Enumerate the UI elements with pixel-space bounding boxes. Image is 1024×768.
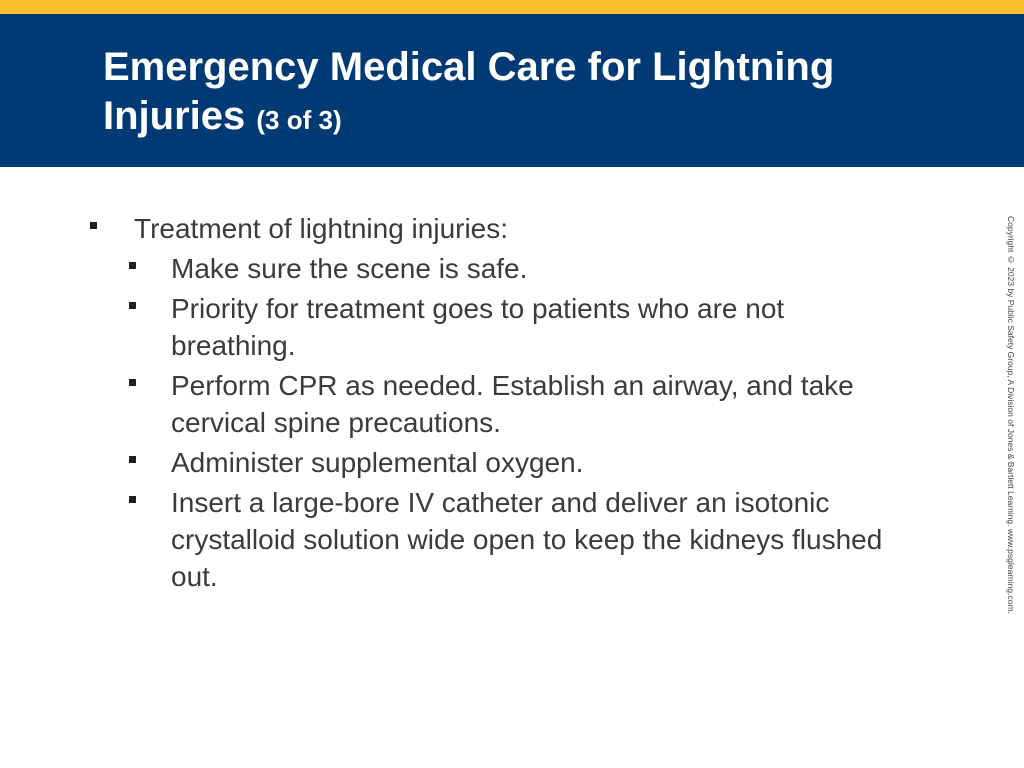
square-bullet-icon bbox=[129, 262, 136, 269]
accent-bar bbox=[0, 0, 1024, 14]
bullet-text: Treatment of lightning injuries: bbox=[134, 213, 509, 244]
bullet-level1 bbox=[134, 210, 1000, 248]
sub-bullet bbox=[171, 444, 911, 481]
sub-bullet-text: Perform CPR as needed. Establish an airway, and take cervical spine precautions. bbox=[171, 370, 854, 438]
sub-bullet-text: Priority for treatment goes to patients who are not breathing. bbox=[171, 293, 785, 361]
sub-bullet-text: Administer supplemental oxygen. bbox=[171, 447, 584, 478]
square-bullet-icon bbox=[129, 379, 136, 386]
slide-title-main: Emergency Medical Care for Lightning Injuries bbox=[103, 45, 835, 138]
sub-bullet bbox=[171, 290, 911, 364]
sub-bullet bbox=[171, 484, 911, 595]
slide-content bbox=[0, 210, 1000, 598]
slide-title bbox=[103, 43, 963, 145]
square-bullet-icon bbox=[90, 222, 97, 229]
slide-title-sub: (3 of 3) bbox=[256, 105, 342, 135]
sub-bullet-list bbox=[0, 250, 1000, 595]
sub-bullet-text: Insert a large-bore IV catheter and deliver an isotonic crystalloid solution wide open to keep the kidneys flushed out. bbox=[171, 487, 883, 592]
sub-bullet bbox=[171, 250, 911, 287]
square-bullet-icon bbox=[129, 456, 136, 463]
square-bullet-icon bbox=[129, 496, 136, 503]
copyright-notice: Copyright © 2023 by Public Safety Group, A Division of Jones & Bartlett Learning. www.psglearning.com. bbox=[1006, 216, 1016, 614]
square-bullet-icon bbox=[129, 302, 136, 309]
sub-bullet bbox=[171, 367, 911, 441]
sub-bullet-text: Make sure the scene is safe. bbox=[171, 253, 528, 284]
